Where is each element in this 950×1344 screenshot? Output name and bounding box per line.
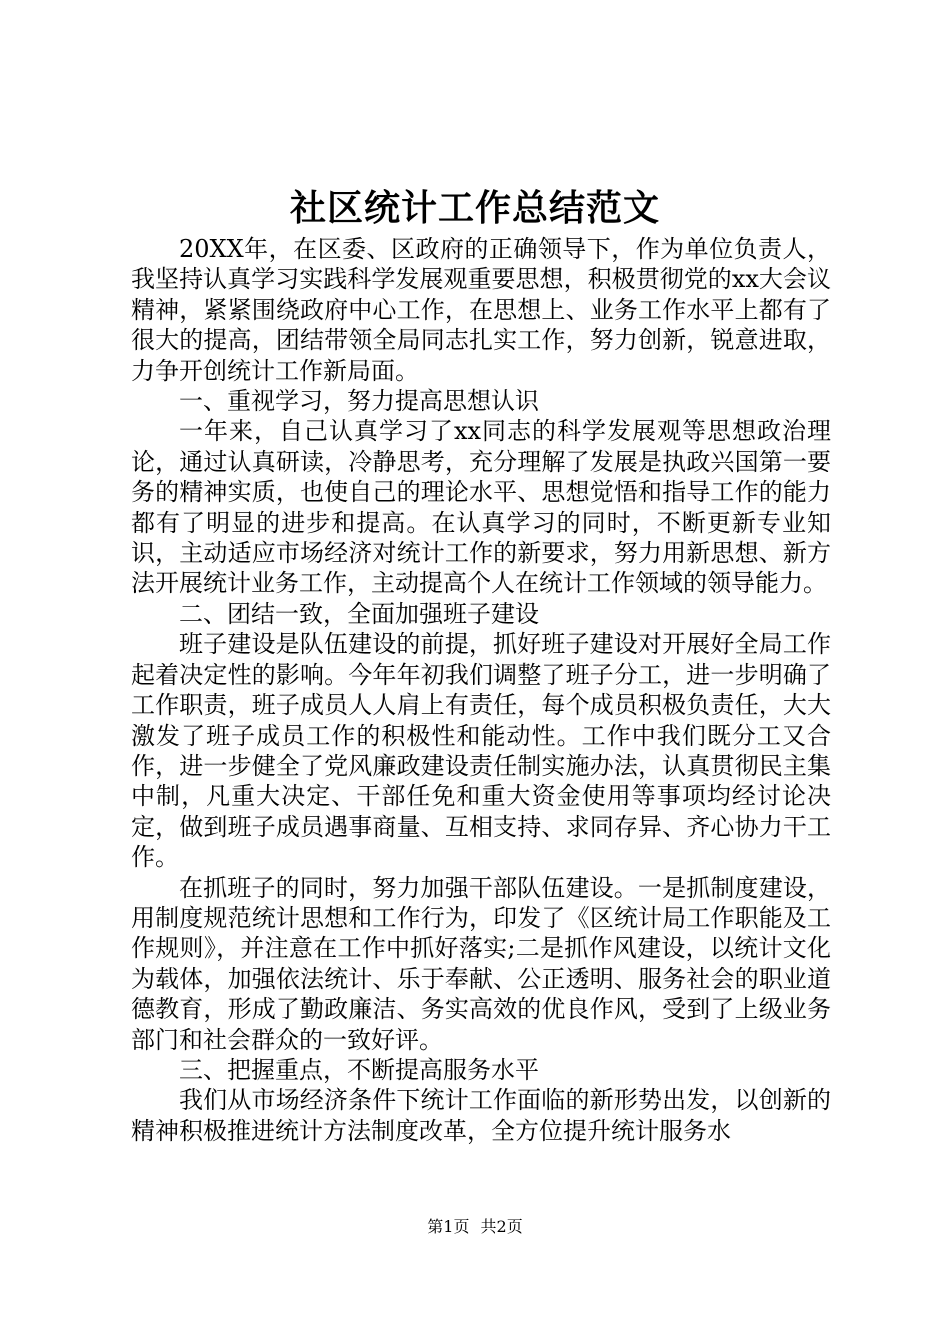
section-heading-2: 二、团结一致，全面加强班子建设 <box>179 599 539 628</box>
section-heading-3: 三、把握重点，不断提高服务水平 <box>179 1055 539 1084</box>
document-body <box>131 234 831 1146</box>
page-total: 共2页 <box>480 1217 523 1236</box>
paragraph-intro: 20XX年，在区委、区政府的正确领导下，作为单位负责人，我坚持认真学习实践科学发展观重要思想，积极贯彻党的xx大会议精神，紧紧围绕政府中心工作，在思想上、业务工作水平上都有了很大的提高，团结带领全局同志扎实工作，努力创新，锐意进取，力争开创统计工作新局面。 <box>131 235 831 385</box>
paragraph-section-2b: 在抓班子的同时，努力加强干部队伍建设。一是抓制度建设，用制度规范统计思想和工作行为，印发了《区统计局工作职能及工作规则》，并注意在工作中抓好落实;二是抓作风建设，以统计文化为载体，加强依法统计、乐于奉献、公正透明、服务社会的职业道德教育，形成了勤政廉洁、务实高效的优良作风，受到了上级业务部门和社会群众的一致好评。 <box>131 873 831 1054</box>
section-heading-1: 一、重视学习，努力提高思想认识 <box>179 387 539 416</box>
page-number: 第1页 <box>427 1217 470 1236</box>
document-title: 社区统计工作总结范文 <box>289 187 660 229</box>
page-footer <box>0 1216 950 1238</box>
paragraph-section-1: 一年来，自己认真学习了xx同志的科学发展观等思想政治理论，通过认真研读，冷静思考，充分理解了发展是执政兴国第一要务的精神实质，也使自己的理论水平、思想觉悟和指导工作的能力都有了明显的进步和提高。在认真学习的同时，不断更新专业知识，主动适应市场经济对统计工作的新要求，努力用新思想、新方法开展统计业务工作，主动提高个人在统计工作领域的领导能力。 <box>131 417 831 598</box>
paragraph-section-3: 我们从市场经济条件下统计工作面临的新形势出发，以创新的精神积极推进统计方法制度改革，全方位提升统计服务水 <box>131 1086 831 1145</box>
paragraph-section-2a: 班子建设是队伍建设的前提，抓好班子建设对开展好全局工作起着决定性的影响。今年年初我们调整了班子分工，进一步明确了工作职责，班子成员人人肩上有责任，每个成员积极负责任，大大激发了班子成员工作的积极性和能动性。工作中我们既分工又合作，进一步健全了党风廉政建设责任制实施办法，认真贯彻民主集中制，凡重大决定、干部任免和重大资金使用等事项均经讨论决定，做到班子成员遇事商量、互相支持、求同存异、齐心协力干工作。 <box>131 630 831 872</box>
